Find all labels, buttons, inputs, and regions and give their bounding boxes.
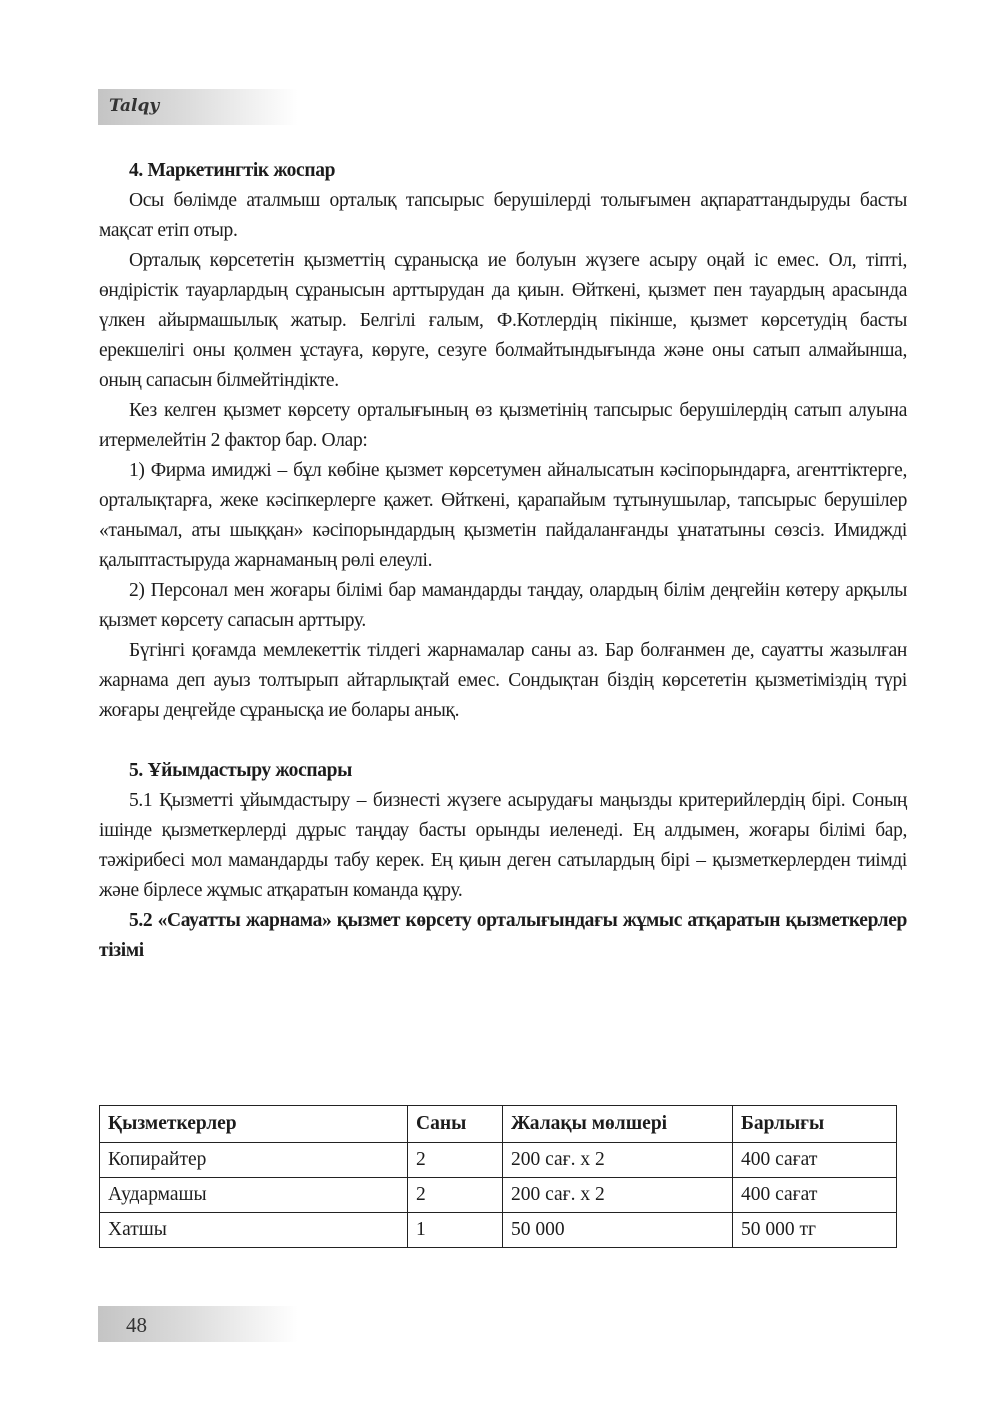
paragraph: Кез келген қызмет көрсету орталығының өз қызметінің тапсырыс берушілердің сатып алуына итермелейтін 2 фактор бар. Олар: [99,400,907,451]
table-header-row [100,1106,897,1143]
table-cell: Аудармашы [100,1178,408,1213]
column-header: Барлығы [733,1106,897,1143]
column-header: Жалақы мөлшері [503,1106,733,1143]
table-cell: 200 сағ. х 2 [503,1143,733,1178]
running-header: Talqy [109,96,160,116]
paragraph: 5.1 Қызметті ұйымдастыру – бизнесті жүзеге асырудағы маңызды критерийлердің бірі. Соның ішінде қызметкерлерді дұрыс таңдау басты орынды иеленеді. Ең алдымен, жоғары білімі бар, тәжірибесі мол мамандарды табу керек. Ең қиын деген сатылардың бірі – қызметкерлерден тиімді және бірлесе жұмыс атқаратын команда құру. [99,790,907,901]
table-cell: 50 000 тг [733,1213,897,1248]
page-number: 48 [126,1313,147,1337]
paragraph: Бүгінгі қоғамда мемлекеттік тілдегі жарнамалар саны аз. Бар болғанмен де, сауатты жазылған жарнама деп ауыз толтырып айтарлықтай емес. Сондықтан біздің көрсететін қызметіміздің түрі жоғары деңгейде сұранысқа ие болары анық. [99,640,907,721]
table-cell: 1 [408,1213,503,1248]
paragraph: Орталық көрсететін қызметтің сұранысқа ие болуын жүзеге асыру оңай іс емес. Ол, тіпті, өндірістік тауарлардың сұранысын арттырудан да қиын. Өйткені, қызмет пен тауардың арасында үлкен айырмашылық жатыр. Белгілі ғалым, Ф.Котлердің пікінше, қызмет көрсетудің басты ерекшелігі оны қолмен ұстауға, көруге, сезуге болмайтындығында және оны сатып алмайынша, оның сапасын білмейтіндікте. [99,250,907,391]
table-cell: 2 [408,1143,503,1178]
section-5-heading: 5. Ұйымдастыру жоспары [129,760,353,781]
table-cell: Копирайтер [100,1143,408,1178]
table-cell: 400 сағат [733,1143,897,1178]
table-cell: 2 [408,1178,503,1213]
table-cell: Хатшы [100,1213,408,1248]
table-row [100,1178,897,1213]
table-cell: 200 сағ. х 2 [503,1178,733,1213]
paragraph: 2) Персонал мен жоғары білімі бар мамандарды таңдау, олардың білім деңгейін көтеру арқылы қызмет көрсету сапасын арттыру. [99,580,907,631]
staff-table [99,1105,897,1248]
page-content [99,156,907,966]
table-cell: 50 000 [503,1213,733,1248]
paragraph: Осы бөлімде аталмыш орталық тапсырыс берушілерді толығымен ақпараттандыруды басты мақсат етіп отыр. [99,190,907,241]
section-4-heading: 4. Маркетингтік жоспар [129,160,336,181]
table-caption: 5.2 «Сауатты жарнама» қызмет көрсету орталығындағы жұмыс атқаратын қызметкерлер тізімі [99,910,907,961]
table-row [100,1143,897,1178]
table-row [100,1213,897,1248]
column-header: Қызметкерлер [100,1106,408,1143]
column-header: Саны [408,1106,503,1143]
paragraph: 1) Фирма имиджі – бұл көбіне қызмет көрсетумен айналысатын кәсіпорындарға, агенттіктерге, орталықтарға, жеке кәсіпкерлерге қажет. Өйткені, қарапайым тұтынушылар, тапсырыс берушілер «танымал, аты шыққан» кәсіпорындардың қызметін пайдаланғанды ұнататыны сөзсіз. Имиджді қалыптастыруда жарнаманың рөлі елеулі. [99,460,907,571]
table-cell: 400 сағат [733,1178,897,1213]
